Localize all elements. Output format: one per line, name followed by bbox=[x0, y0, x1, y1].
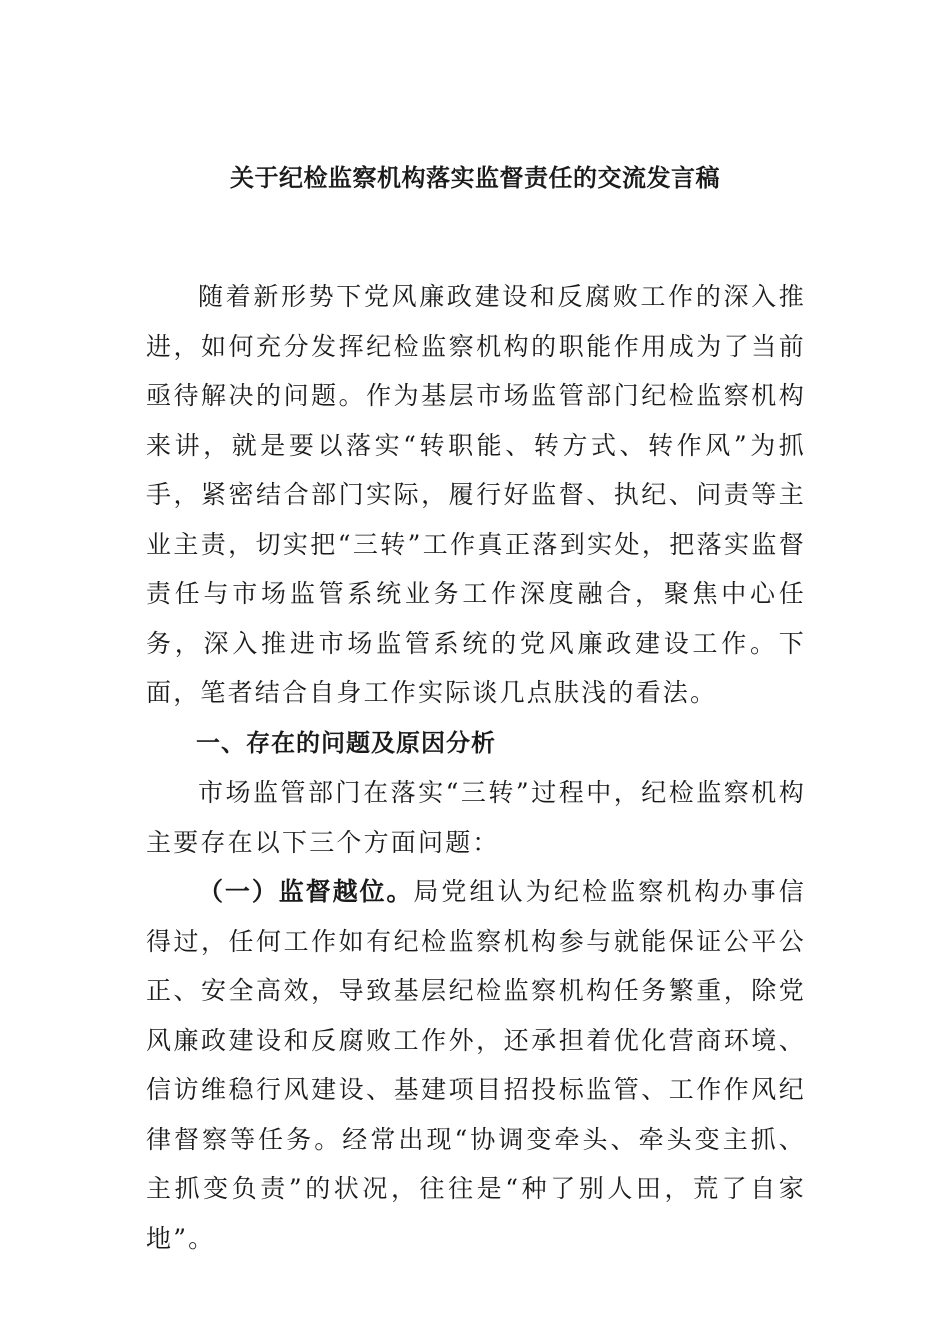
intro-paragraph: 随着新形势下党风廉政建设和反腐败工作的深入推进，如何充分发挥纪检监察机构的职能作用成为了当前亟待解决的问题。作为基层市场监管部门纪检监察机构来讲，就是要以落实“转职能、转方式、转作风”为抓手，紧密结合部门实际，履行好监督、执纪、问责等主业主责，切实把“三转”工作真正落到实处，把落实监督责任与市场监管系统业务工作深度融合，聚焦中心任务，深入推进市场监管系统的党风廉政建设工作。下面，笔者结合自身工作实际谈几点肤浅的看法。 bbox=[146, 282, 806, 707]
subsection-one-lead: （一）监督越位。 bbox=[198, 877, 414, 906]
section-one-paragraph: 市场监管部门在落实“三转”过程中，纪检监察机构主要存在以下三个方面问题： bbox=[146, 778, 806, 857]
document-title: 关于纪检监察机构落实监督责任的交流发言稿 bbox=[230, 164, 720, 192]
subsection-one-text: 局党组认为纪检监察机构办事信得过，任何工作如有纪检监察机构参与就能保证公平公正、安全高效，导致基层纪检监察机构任务繁重，除党风廉政建设和反腐败工作外，还承担着优化营商环境、信访维稳行风建设、基建项目招投标监管、工作作风纪律督察等任务。经常出现“协调变牵头、牵头变主抓、主抓变负责”的状况，往往是“种了别人田，荒了自家地”。 bbox=[146, 877, 806, 1253]
section-heading-problems: 一、存在的问题及原因分析 bbox=[196, 729, 496, 757]
subsection-one-paragraph bbox=[146, 867, 806, 1263]
